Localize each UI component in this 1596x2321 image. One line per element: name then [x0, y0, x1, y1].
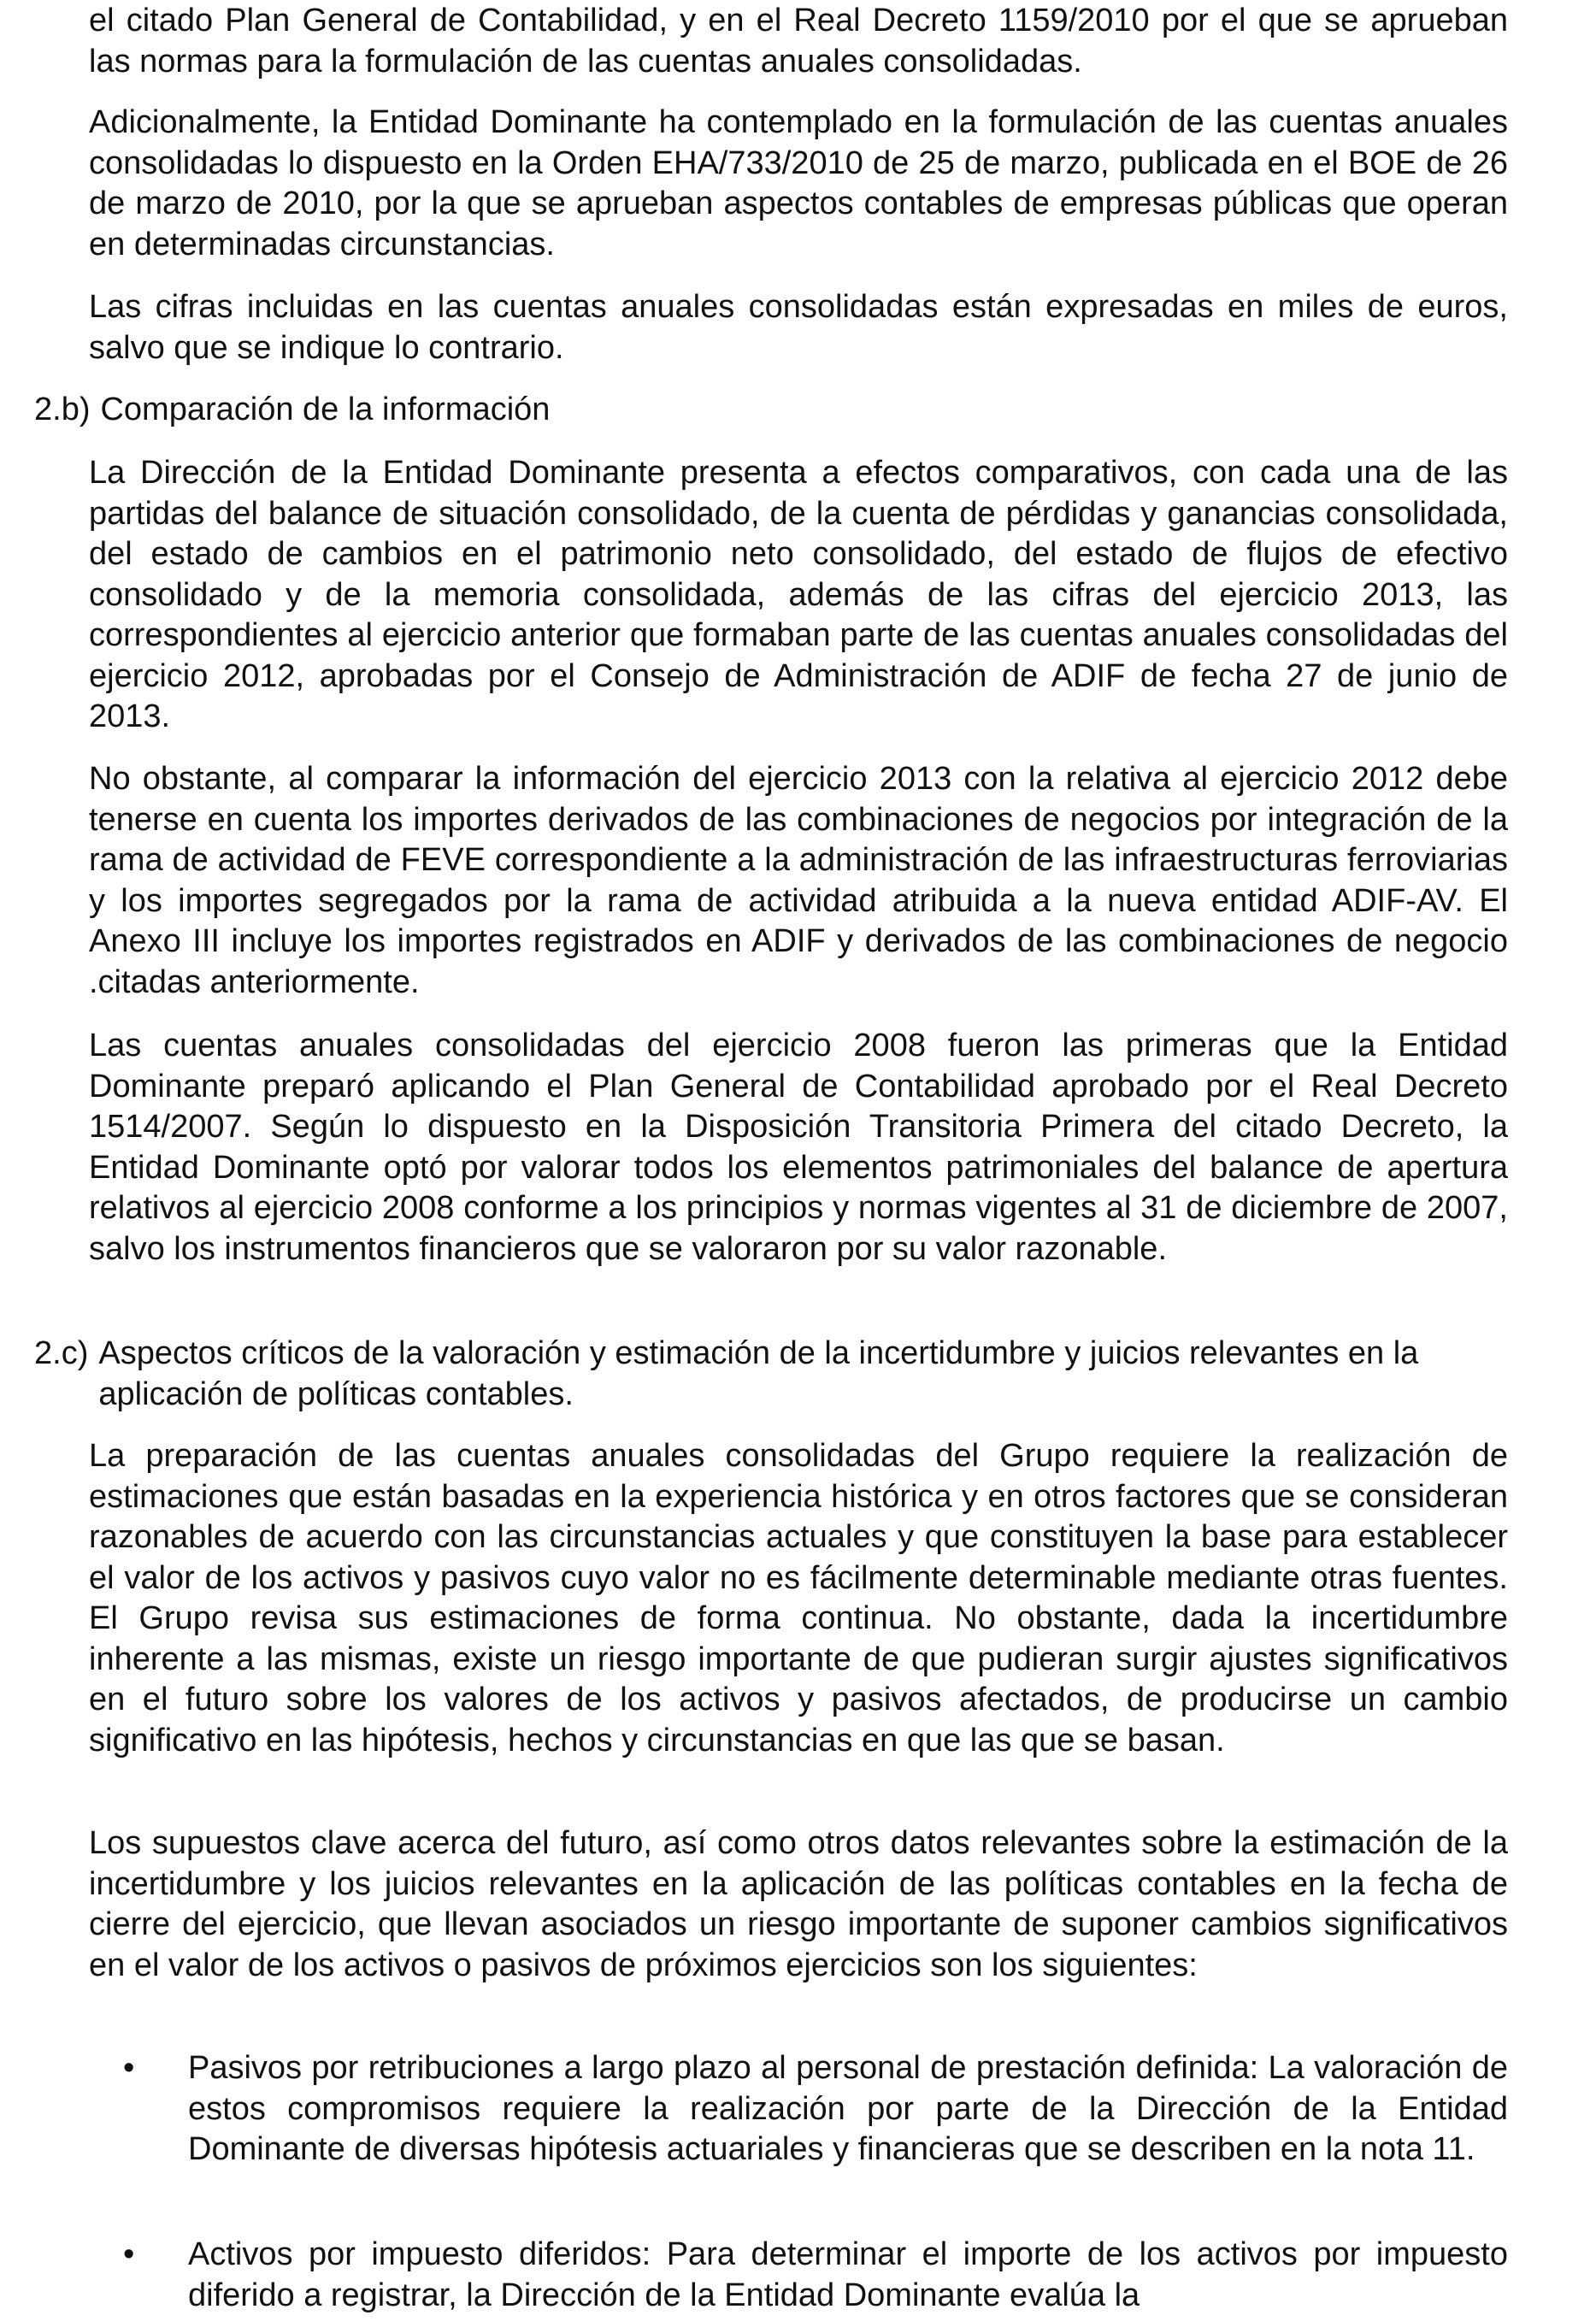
paragraph-cifras-miles-euros: Las cifras incluidas en las cuentas anuales consolidadas están expresadas en miles de euros, salvo que se indique lo contrario. — [89, 289, 1508, 366]
paragraph-ejercicio-2008: Las cuentas anuales consolidadas del ejercicio 2008 fueron las primeras que la Entidad Dominante preparó aplicando el Plan General de Contabilidad aprobado por el Real Decreto 1514/2007. Según lo dispuesto en la Disposición Transitoria Primera del citado Decreto, la Entidad Dominante optó por valorar todos los elementos patrimoniales del balance de apertura relativos al ejercicio 2008 conforme a los principios y normas vigentes al 31 de diciembre de 2007, salvo los instrumentos financieros que se valoraron por su valor razonable. — [89, 1028, 1508, 1267]
list-item-text: Pasivos por retribuciones a largo plazo al personal de prestación definida: La valoración de estos compromisos requiere la realización por parte de la Dirección de la Entidad Dominante de diversas hipótesis actuariales y financieras que se describen en la nota 11. — [188, 2050, 1508, 2167]
paragraph-estimaciones: La preparación de las cuentas anuales consolidadas del Grupo requiere la realización de estimaciones que están basadas en la experiencia histórica y en otros factores que se consideran razonables de acuerdo con las circunstancias actuales y que constituyen la base para establecer el valor de los activos y pasivos cuyo valor no es fácilmente determinable mediante otras fuentes. El Grupo revisa sus estimaciones de forma continua. No obstante, dada la incertidumbre inherente a las mismas, existe un riesgo importante de que pudieran surgir ajustes significativos en el futuro sobre los valores de los activos y pasivos afectados, de producirse un cambio significativo en las hipótesis, hechos y circunstancias en que las que se basan. — [89, 1438, 1508, 1758]
paragraph-plan-general: el citado Plan General de Contabilidad, y en el Real Decreto 1159/2010 por el que se aprueban las normas para la formulación de las cuentas anuales consolidadas. — [89, 3, 1508, 80]
section-title: Comparación de la información — [100, 392, 551, 427]
list-item-text: Activos por impuesto diferidos: Para determinar el importe de los activos por impuesto diferido a registrar, la Dirección de la Entidad Dominante evalúa la — [188, 2236, 1508, 2313]
paragraph-orden-eha: Adicionalmente, la Entidad Dominante ha contemplado en la formulación de las cuentas anuales consolidadas lo dispuesto en la Orden EHA/733/2010 de 25 de marzo, publicada en el BOE de 26 de marzo de 2010, por la que se aprueban aspectos contables de empresas públicas que operan en determinadas circunstancias. — [89, 104, 1508, 262]
paragraph-no-obstante: No obstante, al comparar la información del ejercicio 2013 con la relativa al ejercicio 2012 debe tenerse en cuenta los importes derivados de las combinaciones de negocios por integración de la rama de actividad de FEVE correspondiente a la administración de las infraestructuras ferroviarias y los importes segregados por la rama de actividad atribuida a la nueva entidad ADIF-AV. El Anexo III incluye los importes registrados en ADIF y derivados de las combinaciones de negocio .citadas anteriormente. — [89, 761, 1508, 1000]
bullet-icon: • — [123, 2236, 135, 2272]
paragraph-comparativos: La Dirección de la Entidad Dominante presenta a efectos comparativos, con cada una de las partidas del balance de situación consolidado, de la cuenta de pérdidas y ganancias consolidada, del estado de cambios en el patrimonio neto consolidado, del estado de flujos de efectivo consolidado y de la memoria consolidada, además de las cifras del ejercicio 2013, las correspondientes al ejercicio anterior que formaban parte de las cuentas anuales consolidadas del ejercicio 2012, aprobadas por el Consejo de Administración de ADIF de fecha 27 de junio de 2013. — [89, 455, 1508, 734]
section-title: Aspectos críticos de la valoración y estimación de la incertidumbre y juicios relevantes en la aplicación de políticas contables. — [98, 1335, 1419, 1412]
section-number: 2.c) — [34, 1335, 89, 1371]
bullet-icon: • — [123, 2050, 135, 2086]
paragraph-supuestos-clave: Los supuestos clave acerca del futuro, así como otros datos relevantes sobre la estimación de la incertidumbre y los juicios relevantes en la aplicación de las políticas contables en la fecha de cierre del ejercicio, que llevan asociados un riesgo importante de suponer cambios significativos en el valor de los activos o pasivos de próximos ejercicios son los siguientes: — [89, 1825, 1508, 1983]
section-number: 2.b) — [34, 392, 91, 427]
